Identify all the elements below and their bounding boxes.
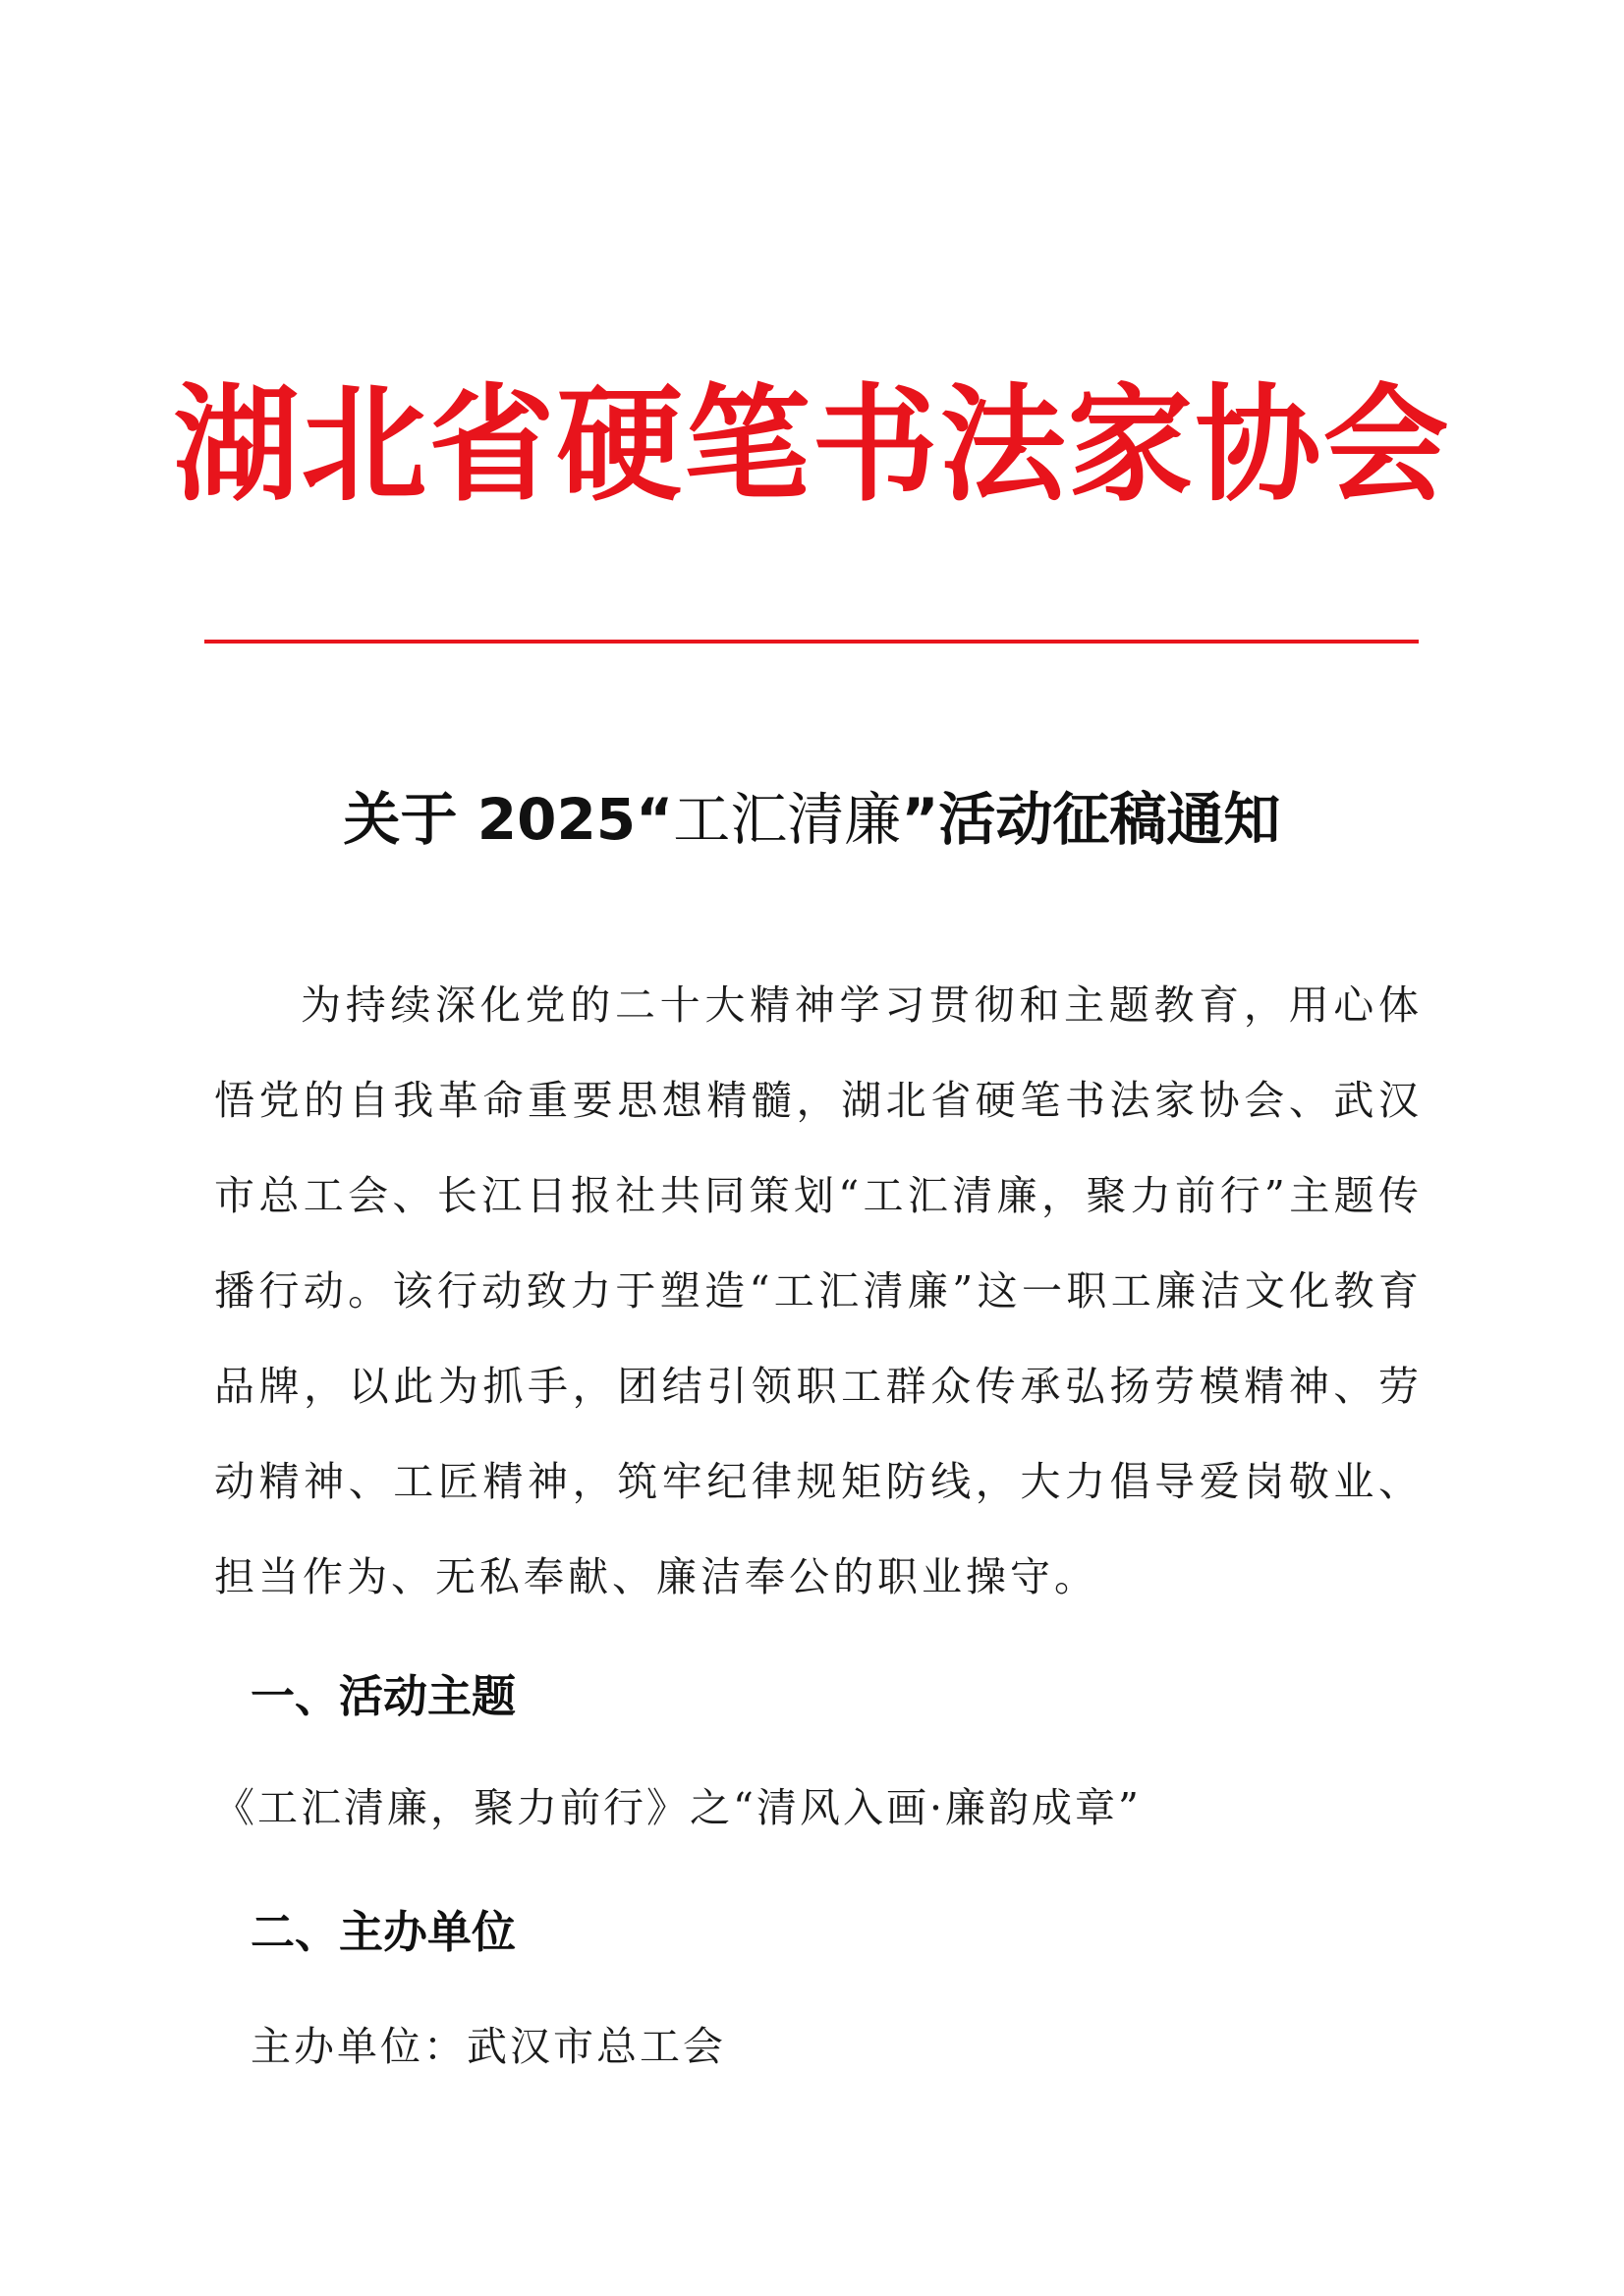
intro-paragraph: 为持续深化党的二十大精神学习贯彻和主题教育，用心体悟党的自我革命重要思想精髓，湖北省硬笔书法家协会、武汉市总工会、长江日报社共同策划“工汇清廉，聚力前行”主题传播行动。该行动致力于塑造“工汇清廉”这一职工廉洁文化教育品牌，以此为抓手，团结引领职工群众传承弘扬劳模精神、劳动精神、工匠精神，筑牢纪律规矩防线，大力倡导爱岗敬业、担当作为、无私奉献、廉洁奉公的职业操守。 bbox=[214, 981, 1423, 1600]
organization-header: 湖北省硬笔书法家协会 bbox=[173, 372, 1451, 519]
red-divider-line bbox=[204, 640, 1419, 644]
title-part-prefix: 关于 2025“ bbox=[343, 786, 674, 853]
document-title bbox=[0, 786, 1624, 855]
section-heading-organizer: 二、主办单位 bbox=[251, 1906, 517, 1958]
title-part-brand: 工汇清廉 bbox=[673, 786, 902, 853]
title-part-suffix: ”活动征稿通知 bbox=[901, 786, 1281, 853]
section-text-organizer: 主办单位：武汉市总工会 bbox=[251, 2023, 726, 2070]
section-text-theme: 《工汇清廉，聚力前行》之“清风入画·廉韵成章” bbox=[214, 1784, 1142, 1831]
section-heading-theme: 一、活动主题 bbox=[251, 1670, 517, 1722]
